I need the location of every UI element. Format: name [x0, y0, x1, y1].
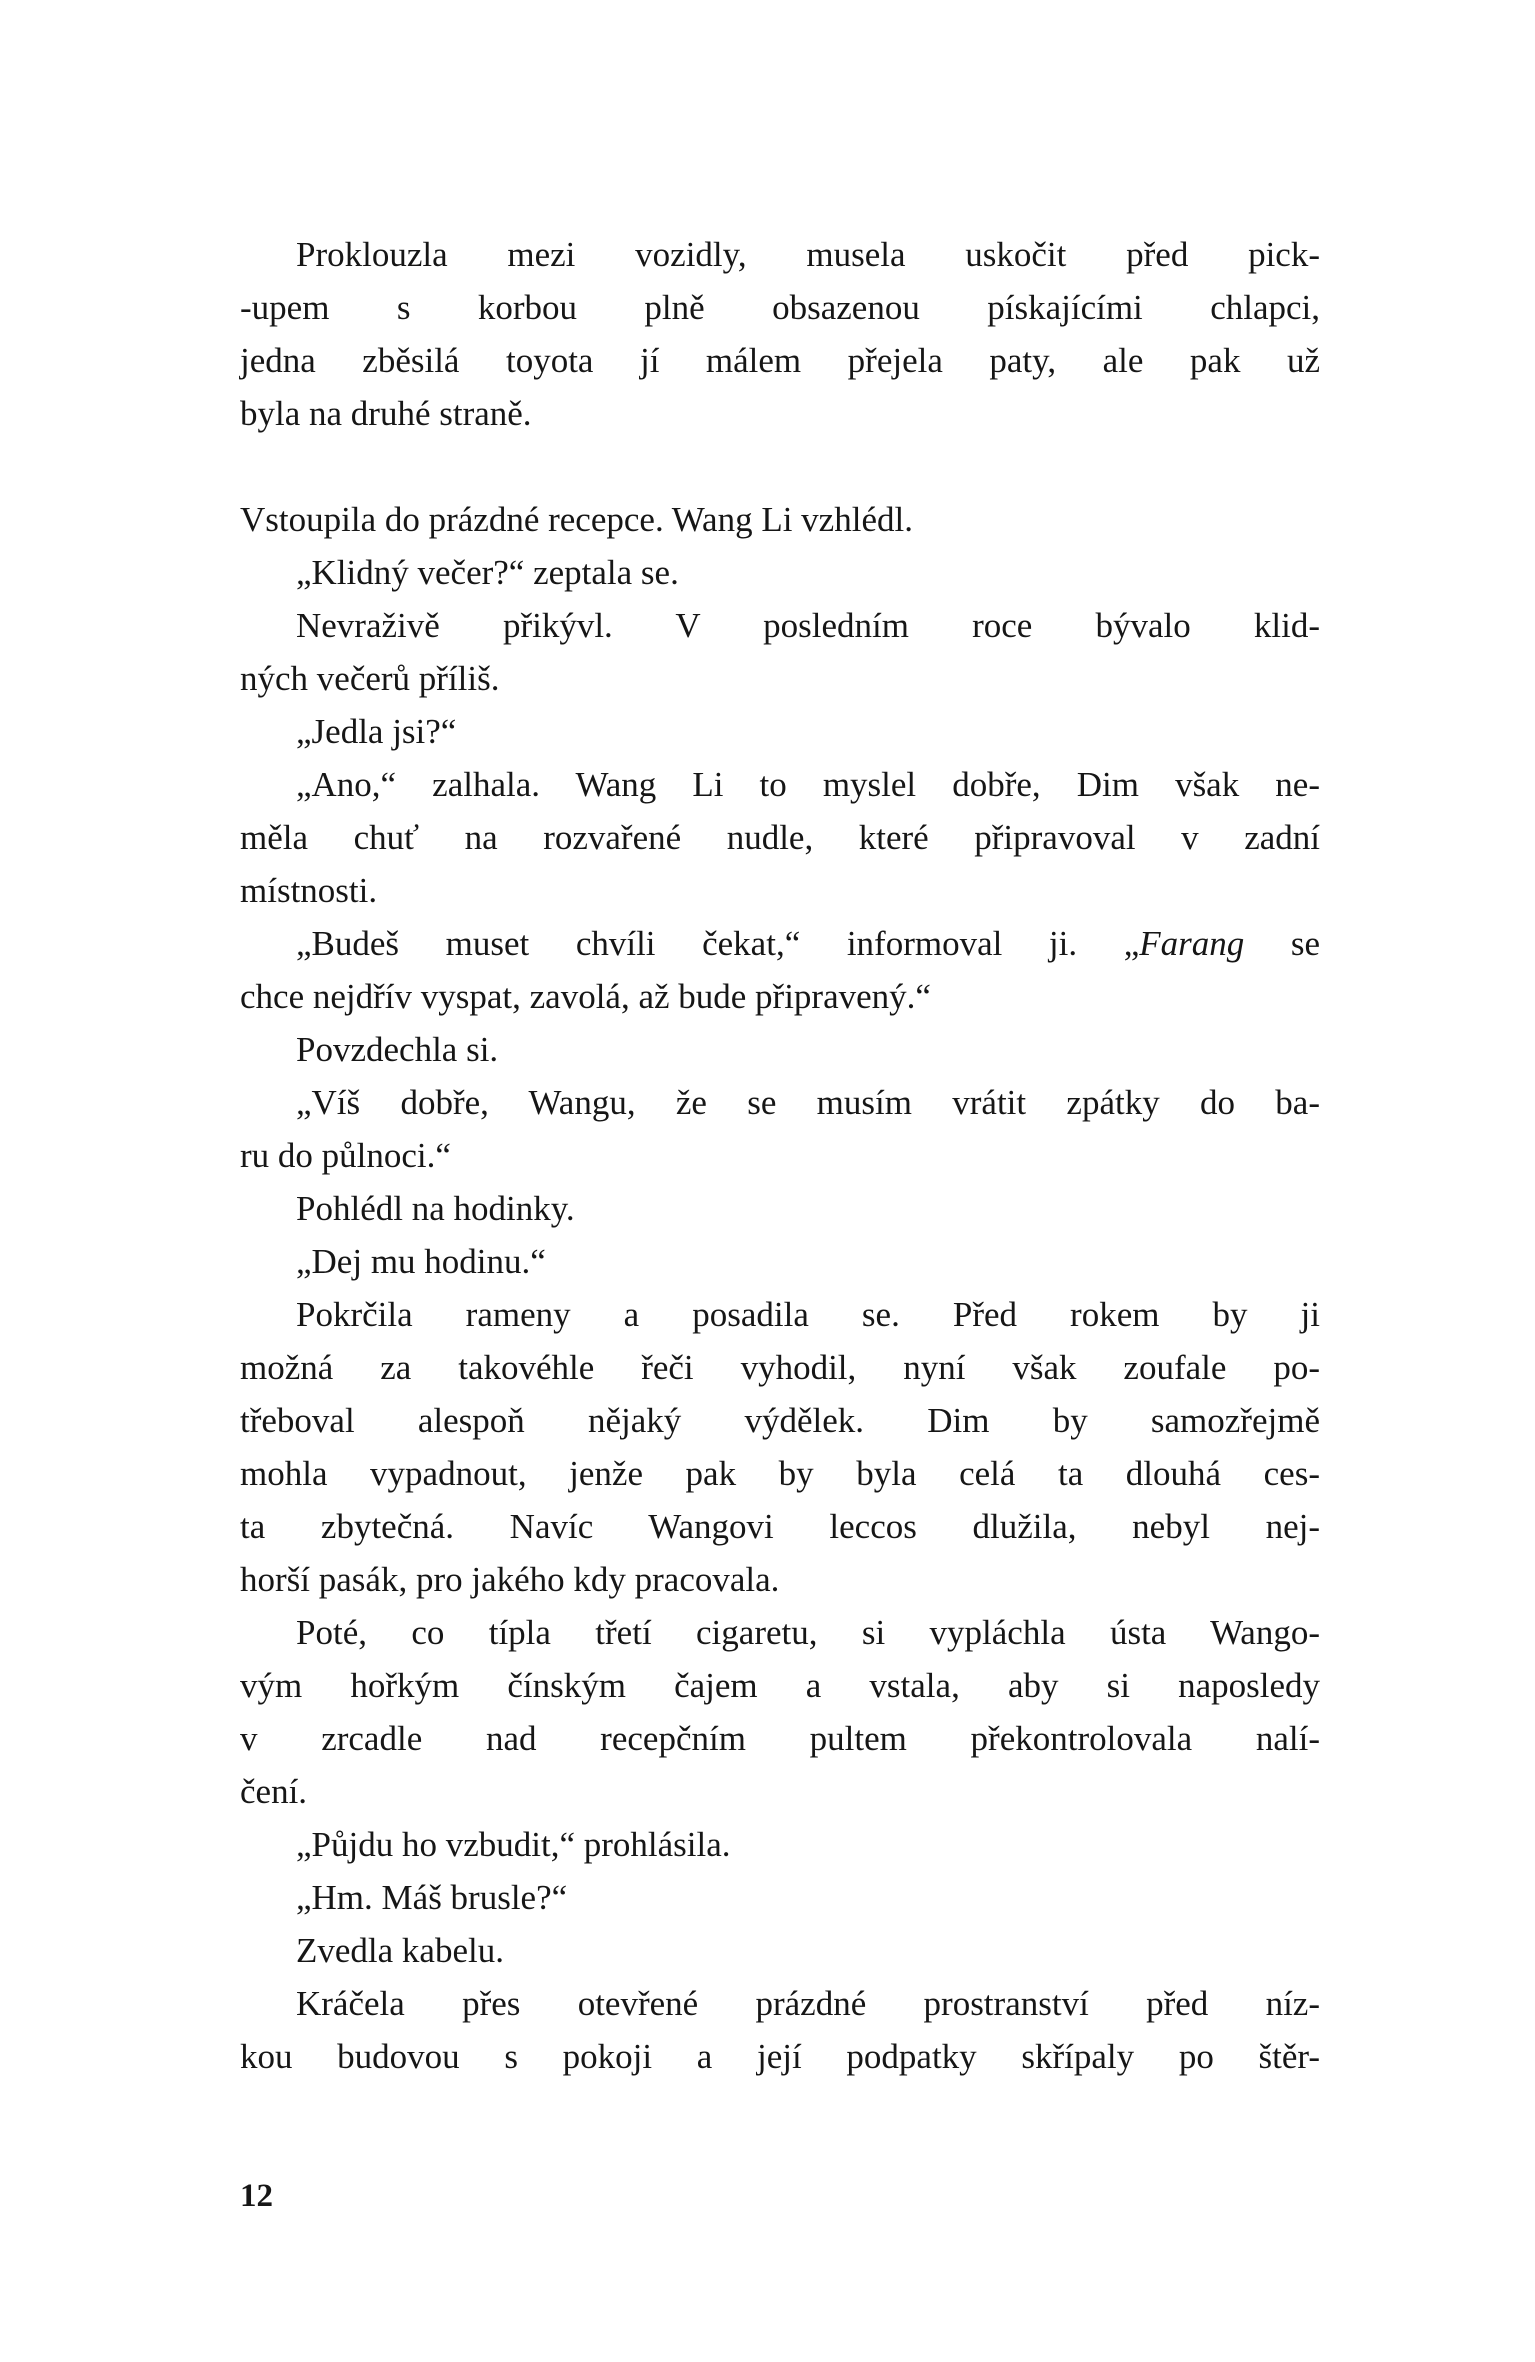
text-segment: kou budovou s pokoji a její podpatky skřípaly po štěr-: [240, 2037, 1320, 2076]
text-segment: Zvedla kabelu.: [296, 1931, 504, 1970]
text-line: [240, 1871, 1320, 1924]
text-segment: „Klidný večer?“ zeptala se.: [296, 553, 679, 592]
text-segment: Kráčela přes otevřené prázdné prostranství před níz-: [296, 1984, 1320, 2023]
text-segment: „Dej mu hodinu.“: [296, 1242, 546, 1281]
text-segment: horší pasák, pro jakého kdy pracovala.: [240, 1560, 780, 1599]
text-segment: „Jedla jsi?“: [296, 712, 457, 751]
text-line: [240, 1712, 1320, 1765]
text-line: [240, 334, 1320, 387]
text-line: [240, 1076, 1320, 1129]
text-line: [240, 864, 1320, 917]
text-segment: v zrcadle nad recepčním pultem překontrolovala nalí-: [240, 1719, 1320, 1758]
text-segment: Pohlédl na hodinky.: [296, 1189, 575, 1228]
text-line: [240, 1553, 1320, 1606]
text-segment: „Budeš muset chvíli čekat,“ informoval ji. „: [296, 924, 1140, 963]
text-segment: mohla vypadnout, jenže pak by byla celá ta dlouhá ces-: [240, 1454, 1320, 1493]
text-segment: se: [1244, 924, 1320, 963]
text-segment: Vstoupila do prázdné recepce. Wang Li vzhlédl.: [240, 500, 913, 539]
text-segment: -upem s korbou plně obsazenou pískajícími chlapci,: [240, 288, 1320, 327]
text-segment: místnosti.: [240, 871, 378, 910]
text-segment: čení.: [240, 1772, 308, 1811]
paragraph: [240, 1977, 1320, 2083]
text-line: [240, 1235, 1320, 1288]
text-line: [240, 1447, 1320, 1500]
paragraph: [240, 599, 1320, 705]
text-line: [240, 1394, 1320, 1447]
text-line: [240, 1818, 1320, 1871]
text-segment: „Víš dobře, Wangu, že se musím vrátit zpátky do ba-: [296, 1083, 1320, 1122]
paragraph: [240, 758, 1320, 917]
text-segment: možná za takovéhle řeči vyhodil, nyní však zoufale po-: [240, 1348, 1320, 1387]
text-line: [240, 387, 1320, 440]
paragraph: [240, 1818, 1320, 1871]
paragraph: [240, 1235, 1320, 1288]
text-line: [240, 811, 1320, 864]
paragraph: [240, 917, 1320, 1023]
paragraph: [240, 1606, 1320, 1818]
text-segment: ru do půlnoci.“: [240, 1136, 451, 1175]
text-line: [240, 917, 1320, 970]
text-line: [240, 1129, 1320, 1182]
paragraph: [240, 1076, 1320, 1182]
text-segment: jedna zběsilá toyota jí málem přejela paty, ale pak už: [240, 341, 1320, 380]
text-line: [240, 970, 1320, 1023]
text-segment: Nevraživě přikývl. V posledním roce bývalo klid-: [296, 606, 1320, 645]
text-segment: ných večerů příliš.: [240, 659, 500, 698]
text-line: [240, 1977, 1320, 2030]
text-segment: „Hm. Máš brusle?“: [296, 1878, 568, 1917]
italic-text: Farang: [1139, 924, 1245, 963]
text-line: [240, 1606, 1320, 1659]
text-line: [240, 1765, 1320, 1818]
paragraph: [240, 493, 1320, 546]
text-segment: byla na druhé straně.: [240, 394, 532, 433]
text-segment: ta zbytečná. Navíc Wangovi leccos dlužila, nebyl nej-: [240, 1507, 1320, 1546]
text-line: [240, 1182, 1320, 1235]
paragraph: [240, 1023, 1320, 1076]
page-number: 12: [240, 2178, 273, 2214]
text-line: [240, 228, 1320, 281]
paragraph: [240, 705, 1320, 758]
text-segment: Proklouzla mezi vozidly, musela uskočit před pick-: [296, 235, 1320, 274]
text-line: [240, 1023, 1320, 1076]
text-segment: Pokrčila rameny a posadila se. Před rokem by ji: [296, 1295, 1320, 1334]
text-line: [240, 2030, 1320, 2083]
text-segment: měla chuť na rozvařené nudle, které připravoval v zadní: [240, 818, 1320, 857]
paragraph: [240, 1288, 1320, 1606]
text-segment: „Ano,“ zalhala. Wang Li to myslel dobře, Dim však ne-: [296, 765, 1320, 804]
text-segment: vým hořkým čínským čajem a vstala, aby si naposledy: [240, 1666, 1320, 1705]
text-segment: Poté, co típla třetí cigaretu, si vypláchla ústa Wango-: [296, 1613, 1320, 1652]
text-line: [240, 493, 1320, 546]
paragraph: [240, 1182, 1320, 1235]
text-line: [240, 1288, 1320, 1341]
paragraph: [240, 546, 1320, 599]
text-block: [240, 228, 1320, 2083]
text-line: [240, 1659, 1320, 1712]
text-line: [240, 546, 1320, 599]
paragraph: [240, 1924, 1320, 1977]
text-line: [240, 281, 1320, 334]
text-line: [240, 1341, 1320, 1394]
text-line: [240, 599, 1320, 652]
paragraph: [240, 228, 1320, 440]
text-segment: chce nejdřív vyspat, zavolá, až bude připravený.“: [240, 977, 931, 1016]
text-line: [240, 1500, 1320, 1553]
text-segment: Povzdechla si.: [296, 1030, 499, 1069]
text-line: [240, 1924, 1320, 1977]
text-line: [240, 705, 1320, 758]
text-line: [240, 758, 1320, 811]
paragraph: [240, 1871, 1320, 1924]
text-line: [240, 652, 1320, 705]
text-segment: třeboval alespoň nějaký výdělek. Dim by samozřejmě: [240, 1401, 1320, 1440]
text-segment: „Půjdu ho vzbudit,“ prohlásila.: [296, 1825, 731, 1864]
